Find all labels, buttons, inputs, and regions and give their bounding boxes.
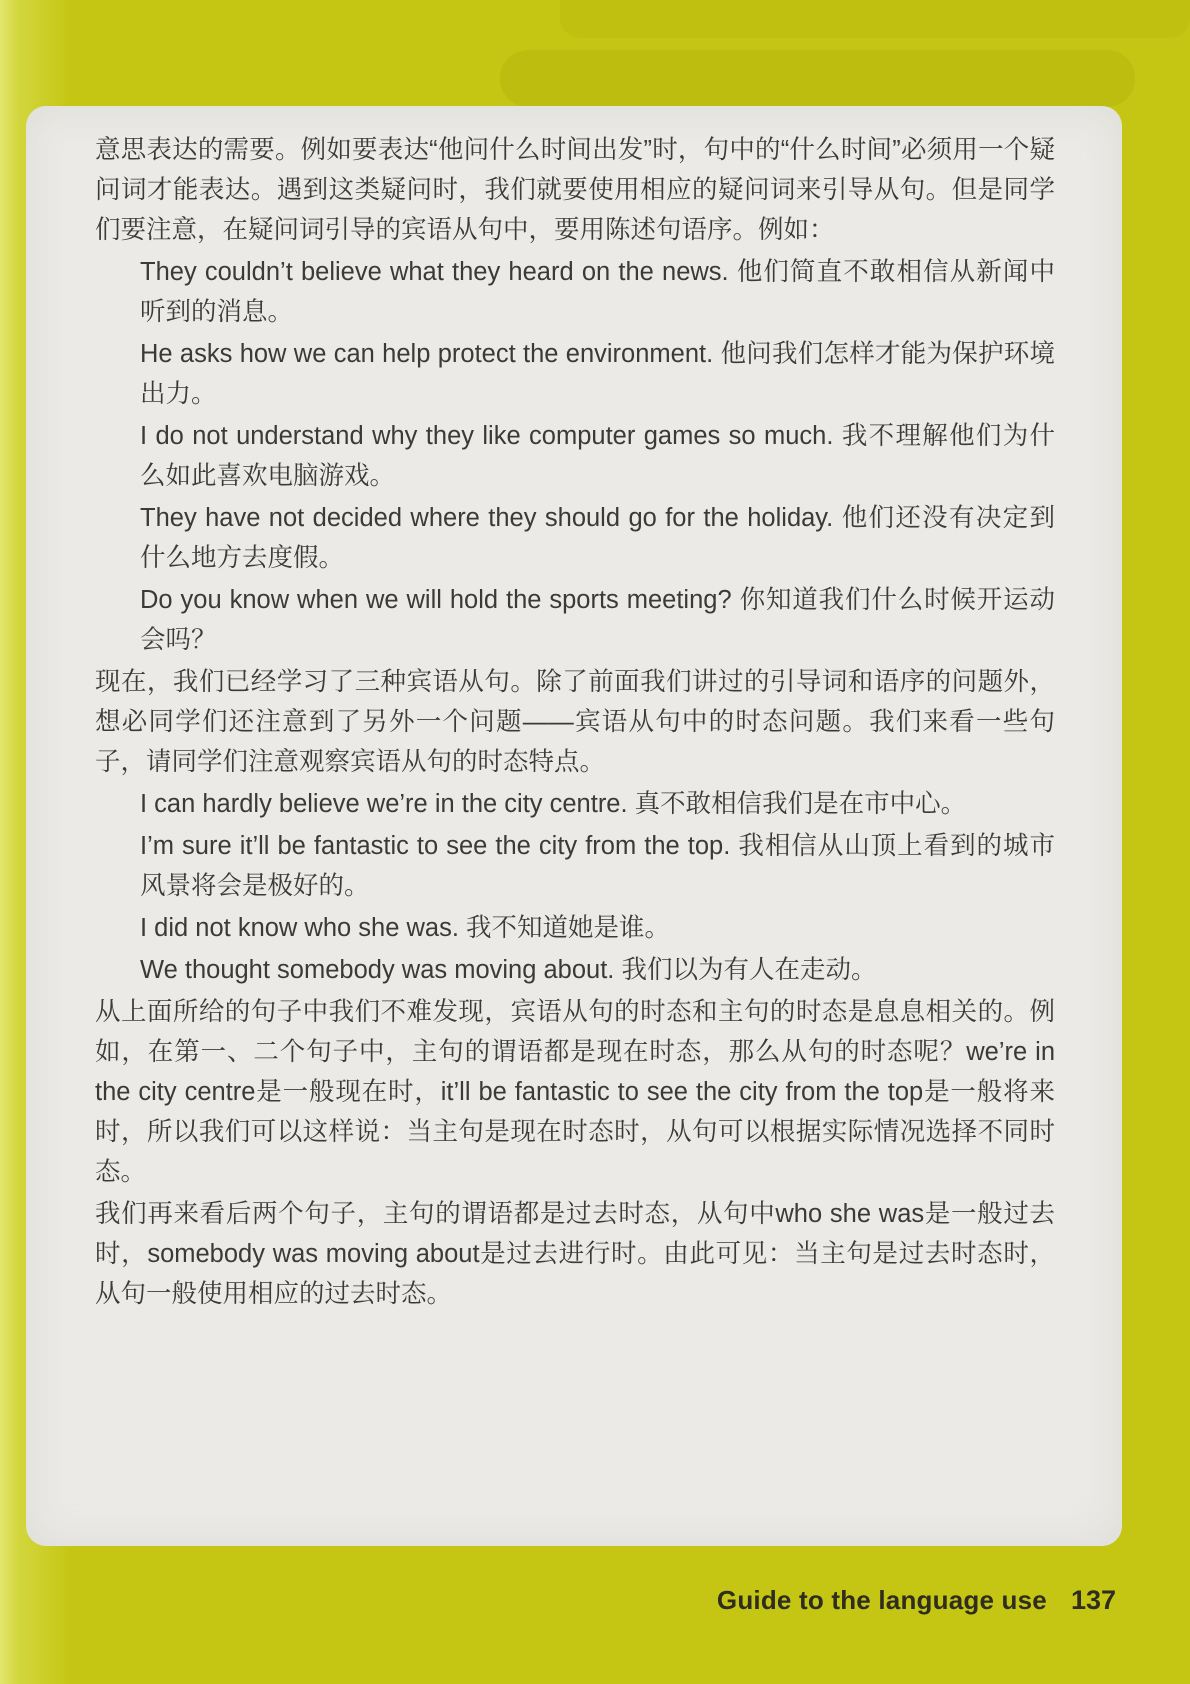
- example-english: Do you know when we will hold the sports meeting?: [140, 586, 732, 614]
- example-sentence: [140, 334, 1055, 414]
- example-english: We thought somebody was moving about.: [140, 956, 615, 984]
- example-english: They have not decided where they should go for the holiday.: [140, 504, 834, 532]
- example-sentence: [140, 826, 1055, 906]
- example-sentence: [140, 784, 1055, 824]
- example-sentence: [140, 252, 1055, 332]
- example-sentence: [140, 580, 1055, 660]
- cover-showthrough-band: [500, 50, 1135, 107]
- footer-section-title: Guide to the language use: [716, 1585, 1047, 1615]
- page-footer: [717, 1585, 1116, 1616]
- example-chinese: 他们还没有决定到什么地方去度假。: [140, 504, 1055, 572]
- example-chinese: 他们简直不敢相信从新闻中听到的消息。: [140, 258, 1055, 326]
- example-chinese: 他问我们怎样才能为保护环境出力。: [140, 340, 1055, 408]
- paragraph: 从上面所给的句子中我们不难发现，宾语从句的时态和主句的时态是息息相关的。例如，在第一、二个句子中，主句的谓语都是现在时态，那么从句的时态呢？we’re in the city centre是一般现在时，it’ll be fantastic to see the city from the top是一般将来时，所以我们可以这样说：当主句是现在时态时，从句可以根据实际情况选择不同时态。: [95, 998, 1055, 1186]
- example-english: I’m sure it’ll be fantastic to see the city from the top.: [140, 832, 731, 860]
- paragraph: 现在，我们已经学习了三种宾语从句。除了前面我们讲过的引导词和语序的问题外，想必同学们还注意到了另外一个问题——宾语从句中的时态问题。我们来看一些句子，请同学们注意观察宾语从句的时态特点。: [95, 668, 1055, 776]
- book-page: [26, 106, 1122, 1546]
- example-sentence: [140, 416, 1055, 496]
- example-sentence: [140, 498, 1055, 578]
- example-chinese: 我不知道她是谁。: [466, 914, 671, 942]
- example-sentence: [140, 950, 1055, 990]
- example-english: He asks how we can help protect the environment.: [140, 340, 714, 368]
- page-content: [95, 130, 1055, 1314]
- footer-page-number: 137: [1070, 1585, 1116, 1615]
- example-chinese: 我不理解他们为什么如此喜欢电脑游戏。: [140, 422, 1055, 490]
- example-english: They couldn’t believe what they heard on the news.: [140, 258, 729, 286]
- example-english: I do not understand why they like computer games so much.: [140, 422, 834, 450]
- example-chinese: 你知道我们什么时候开运动会吗？: [140, 586, 1055, 654]
- example-chinese: 我们以为有人在走动。: [621, 956, 877, 984]
- paragraph: 我们再来看后两个句子，主句的谓语都是过去时态，从句中who she was是一般过去时，somebody was moving about是过去进行时。由此可见：当主句是过去时态时，从句一般使用相应的过去时态。: [95, 1200, 1055, 1308]
- example-sentence: [140, 908, 1055, 948]
- example-chinese: 真不敢相信我们是在市中心。: [634, 790, 967, 818]
- paragraph: 意思表达的需要。例如要表达“他问什么时间出发”时，句中的“什么时间”必须用一个疑问词才能表达。遇到这类疑问时，我们就要使用相应的疑问词来引导从句。但是同学们要注意，在疑问词引导的宾语从句中，要用陈述句语序。例如：: [95, 136, 1055, 244]
- example-english: I can hardly believe we’re in the city centre.: [140, 790, 628, 818]
- example-english: I did not know who she was.: [140, 914, 459, 942]
- example-chinese: 我相信从山顶上看到的城市风景将会是极好的。: [140, 832, 1055, 900]
- cover-showthrough-top: [560, 0, 1190, 38]
